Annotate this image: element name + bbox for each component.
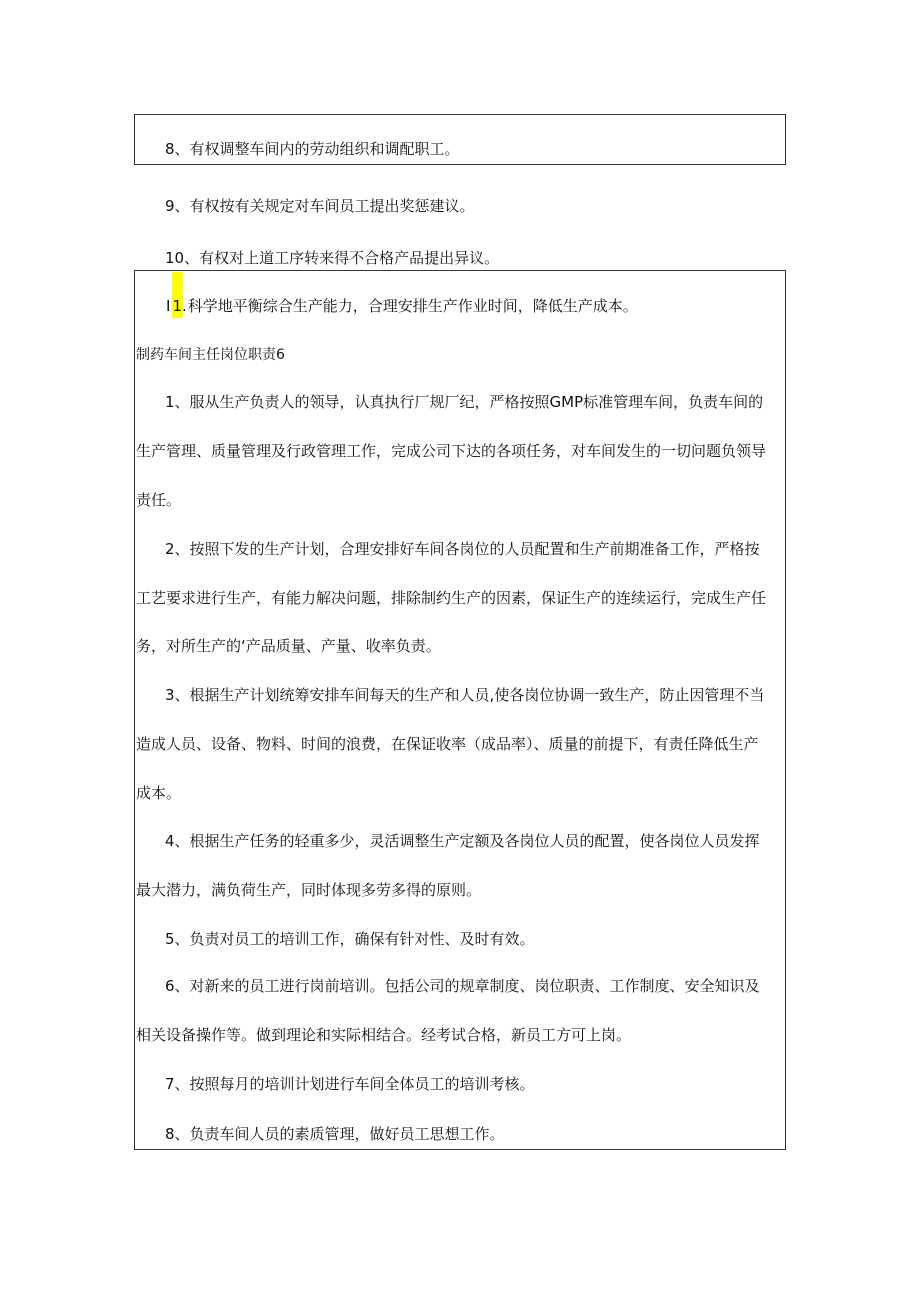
duty-item-11: [166, 296, 638, 316]
paragraph-line: 8、负责车间人员的素质管理，做好员工思想工作。: [165, 1125, 505, 1143]
item-11-prefix: I: [166, 297, 171, 315]
paragraph-line: 7、按照每月的培训计划进行车间全体员工的培训考核。: [165, 1075, 535, 1093]
paragraph-line: 3、根据生产计划统筹安排车间每天的生产和人员,使各岗位协调一致生产，防止因管理不当: [165, 686, 765, 704]
paragraph-line: 1、服从生产负责人的领导，认真执行厂规厂纪，严格按照GMP标准管理车间，负责车间的: [165, 393, 764, 411]
item-11-text: 科学地平衡综合生产能力，合理安排生产作业时间，降低生产成本。: [187, 297, 638, 315]
duty-item-8: 8、有权调整车间内的劳动组织和调配职工。: [165, 140, 460, 158]
paragraph-line: 5、负责对员工的培训工作，确保有针对性、及时有效。: [165, 930, 535, 948]
section-title: 制药车间主任岗位职责6: [136, 347, 285, 363]
duty-item-9: 9、有权按有关规定对车间员工提出奖惩建议。: [165, 197, 475, 215]
duty-item-10: 10、有权对上道工序转来得不合格产品提出异议。: [165, 249, 500, 267]
paragraph-line: 6、对新来的员工进行岗前培训。包括公司的规章制度、岗位职责、工作制度、安全知识及: [165, 977, 760, 995]
paragraph-line: 造成人员、设备、物料、时间的浪费，在保证收率（成品率）、质量的前提下，有责任降低生产: [136, 735, 759, 753]
paragraph-line: 务，对所生产的‘产品质量、产量、收率负责。: [136, 637, 441, 655]
paragraph-line: 相关设备操作等。做到理论和实际相结合。经考试合格，新员工方可上岗。: [136, 1026, 632, 1044]
paragraph-line: 责任。: [136, 491, 182, 509]
paragraph-line: 最大潜力，满负荷生产，同时体现多劳多得的原则。: [136, 881, 482, 899]
item-11-number: 1.: [172, 297, 187, 315]
paragraph-line: 2、按照下发的生产计划，合理安排好车间各岗位的人员配置和生产前期准备工作，严格按: [165, 540, 760, 558]
paragraph-line: 生产管理、质量管理及行政管理工作，完成公司下达的各项任务，对车间发生的一切问题负领导: [136, 442, 767, 460]
paragraph-line: 4、根据生产任务的轻重多少，灵活调整生产定额及各岗位人员的配置，使各岗位人员发挥: [165, 832, 760, 850]
paragraph-line: 工艺要求进行生产，有能力解决问题，排除制约生产的因素，保证生产的连续运行，完成生产任: [136, 589, 767, 607]
paragraph-line: 成本。: [136, 784, 182, 802]
